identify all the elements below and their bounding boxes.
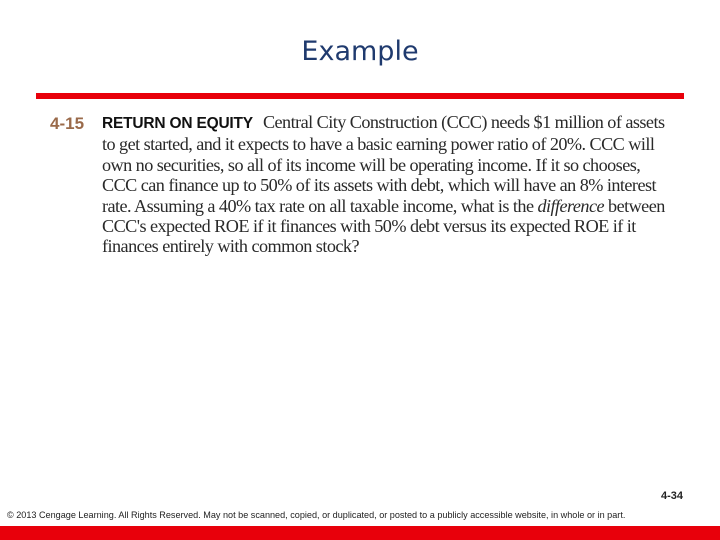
problem-text-part2: between CCC's expected ROE if it finances with 50% debt versus its expected ROE if it finances entirely with common stock?	[102, 195, 665, 257]
slide-number: 4-34	[660, 490, 683, 502]
copyright-notice: © 2013 Cengage Learning. All Rights Reserved. May not be scanned, copied, or duplicated, or posted to a publicly accessible website, in whole or in part.	[7, 510, 626, 520]
problem-text-emphasis: difference	[537, 195, 605, 216]
problem-body	[102, 112, 667, 257]
slide-title: Example	[301, 36, 419, 67]
footer-bar	[0, 526, 720, 540]
problem-title: RETURN ON EQUITY	[102, 115, 253, 132]
problem-text-part1: Central City Construction (CCC) needs $1 million of assets to get started, and it expects to have a basic earning power ratio of 20%. CCC will own no securities, so all of its income will be operating income. If it so chooses, CCC can finance up to 50% of its assets with debt, which will have an 8% interest rate. Assuming a 40% tax rate on all taxable income, what is the	[102, 112, 665, 216]
problem-number: 4-15	[50, 114, 85, 133]
header-divider	[36, 93, 684, 99]
